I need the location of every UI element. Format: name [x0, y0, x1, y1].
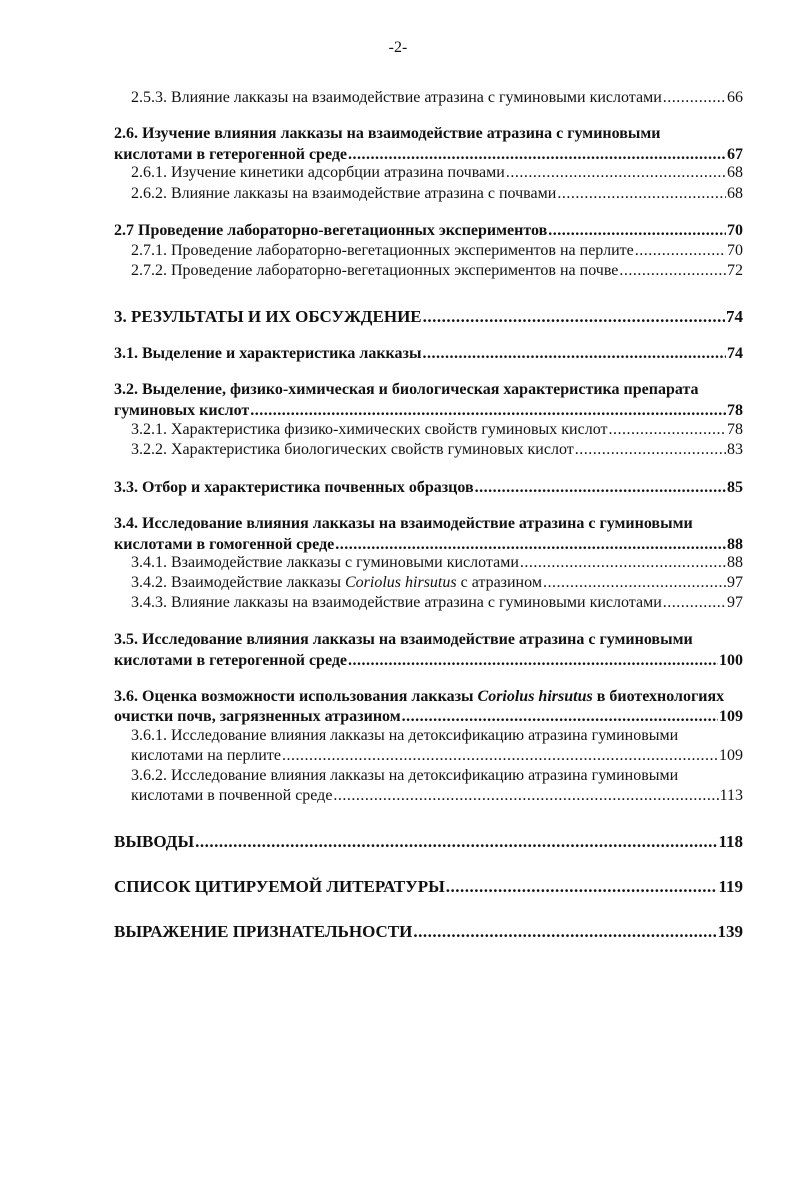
toc-entry-title: СПИСОК ЦИТИРУЕМОЙ ЛИТЕРАТУРЫ: [114, 877, 445, 896]
toc-leader-dots: [475, 478, 726, 498]
toc-entry-title: 2.5.3. Влияние лакказы на взаимодействие атразина с гуминовыми кислотами: [131, 89, 662, 106]
toc-leader-dots: [422, 344, 726, 364]
toc-entry-3-2-1[interactable]: [131, 420, 743, 440]
toc-entry-2-6[interactable]: [114, 145, 743, 165]
toc-entry-references[interactable]: [114, 877, 743, 897]
toc-entry-acknowledgements[interactable]: [114, 922, 743, 942]
toc-entry-page: 88: [727, 554, 743, 571]
toc-entry-2-6-1[interactable]: [131, 163, 743, 183]
toc-leader-dots: [619, 261, 726, 281]
toc-leader-dots: [557, 184, 726, 204]
toc-entry-page: 97: [727, 574, 743, 591]
toc-entry-3-3[interactable]: [114, 478, 743, 498]
toc-entry-title: 3.3. Отбор и характеристика почвенных образцов: [114, 479, 474, 496]
toc-entry-title: 3.4.2. Взаимодействие лакказы Coriolus hirsutus с атразином: [131, 574, 542, 591]
toc-entry-page: 78: [727, 402, 743, 419]
toc-entry-2-6-2[interactable]: [131, 184, 743, 204]
toc-leader-dots: [335, 535, 726, 555]
toc-entry-page: 67: [727, 146, 743, 163]
toc-leader-dots: [663, 593, 726, 613]
toc-leader-dots: [402, 707, 718, 727]
toc-entry-title: 3.2.2. Характеристика биологических свойств гуминовых кислот: [131, 441, 574, 458]
toc-leader-dots: [348, 651, 718, 671]
species-name: Coriolus hirsutus: [477, 688, 593, 705]
toc-entry-3-6-line1[interactable]: 3.6. Оценка возможности использования лакказы Coriolus hirsutus в биотехнологиях: [114, 688, 725, 705]
toc-entry-title: ВЫВОДЫ: [114, 832, 195, 851]
toc-leader-dots: [506, 163, 726, 183]
toc-entry-3-6-2[interactable]: [131, 786, 743, 806]
page-number: -2-: [388, 39, 408, 56]
toc-entry-3-5[interactable]: [114, 651, 743, 671]
toc-entry-page: 74: [726, 307, 743, 326]
toc-entry-title: ВЫРАЖЕНИЕ ПРИЗНАТЕЛЬНОСТИ: [114, 922, 413, 941]
toc-leader-dots: [333, 786, 718, 806]
toc-entry-2-5-3[interactable]: [131, 88, 743, 108]
toc-entry-2-7[interactable]: [114, 221, 743, 241]
toc-entry-conclusions[interactable]: [114, 832, 743, 852]
toc-entry-page: 74: [727, 345, 743, 362]
toc-entry-page: 118: [718, 832, 743, 851]
toc-entry-title: 2.7.2. Проведение лабораторно-вегетационных экспериментов на почве: [131, 262, 619, 279]
species-name: Coriolus hirsutus: [345, 574, 457, 591]
toc-leader-dots: [635, 241, 726, 261]
toc-entry-3-5-line1[interactable]: 3.5. Исследование влияния лакказы на взаимодействие атразина с гуминовыми: [114, 631, 693, 648]
toc-entry-title: гуминовых кислот: [114, 402, 250, 419]
toc-entry-page: 97: [727, 594, 743, 611]
toc-entry-page: 109: [719, 708, 743, 725]
toc-entry-3-6-1[interactable]: [131, 746, 743, 766]
toc-entry-3-2-line1[interactable]: 3.2. Выделение, физико-химическая и биологическая характеристика препарата: [114, 381, 699, 398]
toc-entry-title: кислотами в гетерогенной среде: [114, 652, 348, 669]
toc-entry-title: 2.6.1. Изучение кинетики адсорбции атразина почвами: [131, 164, 505, 181]
toc-entry-title: 2.7.1. Проведение лабораторно-вегетационных экспериментов на перлите: [131, 242, 634, 259]
toc-leader-dots: [520, 553, 726, 573]
toc-leader-dots: [543, 573, 726, 593]
toc-entry-2-7-1[interactable]: [131, 241, 743, 261]
toc-entry-2-6-line1[interactable]: 2.6. Изучение влияния лакказы на взаимодействие атразина с гуминовыми: [114, 125, 661, 142]
toc-leader-dots: [548, 221, 726, 241]
toc-entry-page: 83: [727, 441, 743, 458]
toc-entry-page: 70: [727, 242, 743, 259]
toc-leader-dots: [195, 832, 717, 852]
toc-entry-3-6-1-line1[interactable]: 3.6.1. Исследование влияния лакказы на детоксификацию атразина гуминовыми: [131, 727, 679, 744]
toc-entry-3-4-2[interactable]: [131, 573, 743, 593]
toc-leader-dots: [282, 746, 718, 766]
toc-entry-page: 78: [727, 421, 743, 438]
toc-entry-page: 100: [719, 652, 743, 669]
toc-leader-dots: [446, 877, 718, 897]
toc-entry-3-4-1[interactable]: [131, 553, 743, 573]
toc-entry-page: 85: [727, 479, 743, 496]
toc-entry-title: 2.6.2. Влияние лакказы на взаимодействие атразина с почвами: [131, 185, 557, 202]
toc-entry-title: 2.7 Проведение лабораторно-вегетационных экспериментов: [114, 222, 548, 239]
toc-entry-title: 3.2.1. Характеристика физико-химических свойств гуминовых кислот: [131, 421, 608, 438]
toc-entry-title: кислотами в почвенной среде: [131, 787, 333, 804]
toc-leader-dots: [413, 922, 716, 942]
toc-entry-page: 66: [727, 89, 743, 106]
toc-entry-page: 72: [727, 262, 743, 279]
toc-leader-dots: [250, 401, 726, 421]
toc-entry-title: кислотами в гомогенной среде: [114, 536, 335, 553]
toc-leader-dots: [423, 307, 725, 327]
toc-entry-title: 3.4.3. Влияние лакказы на взаимодействие атразина с гуминовыми кислотами: [131, 594, 662, 611]
toc-leader-dots: [575, 440, 726, 460]
toc-entry-3-6-2-line1[interactable]: 3.6.2. Исследование влияния лакказы на детоксификацию атразина гуминовыми: [131, 767, 679, 784]
toc-leader-dots: [608, 420, 726, 440]
toc-leader-dots: [348, 145, 726, 165]
toc-entry-title: очистки почв, загрязненных атразином: [114, 708, 401, 725]
toc-entry-page: 119: [718, 877, 743, 896]
toc-entry-page: 139: [717, 922, 743, 941]
toc-leader-dots: [663, 88, 726, 108]
toc-entry-page: 70: [727, 222, 743, 239]
toc-entry-title: кислотами в гетерогенной среде: [114, 146, 348, 163]
toc-entry-2-7-2[interactable]: [131, 261, 743, 281]
toc-entry-page: 109: [719, 747, 743, 764]
toc-entry-title: 3.1. Выделение и характеристика лакказы: [114, 345, 422, 362]
toc-entry-page: 113: [719, 787, 743, 804]
toc-entry-3-1[interactable]: [114, 344, 743, 364]
toc-entry-title: 3. РЕЗУЛЬТАТЫ И ИХ ОБСУЖДЕНИЕ: [114, 307, 422, 326]
toc-entry-title: 3.4.1. Взаимодействие лакказы с гуминовыми кислотами: [131, 554, 519, 571]
toc-entry-3-2[interactable]: [114, 401, 743, 421]
toc-entry-3-2-2[interactable]: [131, 440, 743, 460]
toc-entry-3[interactable]: [114, 307, 743, 327]
toc-entry-page: 88: [727, 536, 743, 553]
toc-entry-3-6[interactable]: [114, 707, 743, 727]
toc-entry-title: кислотами на перлите: [131, 747, 281, 764]
toc-entry-3-4-3[interactable]: [131, 593, 743, 613]
toc-entry-page: 68: [727, 185, 743, 202]
toc-entry-3-4-line1[interactable]: 3.4. Исследование влияния лакказы на взаимодействие атразина с гуминовыми: [114, 515, 693, 532]
toc-entry-page: 68: [727, 164, 743, 181]
toc-entry-3-4[interactable]: [114, 535, 743, 555]
